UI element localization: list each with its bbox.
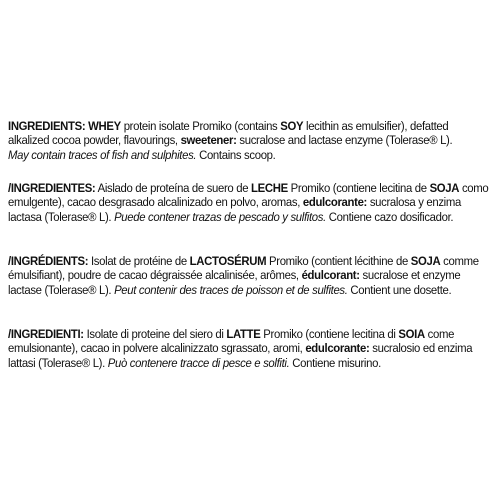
allergen-whey: WHEY	[88, 119, 121, 133]
allergen-soy: SOY	[280, 119, 304, 133]
ingredients-heading-en: INGREDIENTS:	[8, 119, 86, 133]
text-segment: comme émulsifiant), poudre de cacao dégraissée alcalinisée, arômes,	[8, 254, 479, 283]
scoop-note-es: Contiene cazo dosificador.	[325, 209, 454, 224]
allergen-lactoserum: LACTOSÉRUM	[189, 254, 267, 268]
traces-note-fr: Peut contenir des traces de poisson et de sulfites.	[111, 282, 348, 297]
text-segment: Promiko (contient lécithine de	[266, 254, 411, 268]
ingredients-english	[8, 119, 492, 162]
text-segment: sucralosio ed enzima lattasi (Tolerase® L).	[8, 341, 473, 370]
scoop-note-it: Contiene misurino.	[289, 355, 381, 370]
ingredients-heading-it: /INGREDIENTI:	[8, 327, 84, 341]
allergen-soja: SOJA	[429, 181, 460, 195]
ingredients-heading-es: /INGREDIENTES:	[8, 181, 96, 195]
allergen-soja-fr: SOJA	[410, 254, 441, 268]
ingredients-paragraph-fr	[8, 254, 492, 297]
text-segment: sucralose et enzyme lactase (Tolerase® L).	[8, 268, 461, 297]
text-segment: Aislado de proteína de suero de	[95, 181, 252, 195]
sweetener-label-fr: édulcorant:	[301, 268, 360, 283]
text-segment: protein isolate Promiko (contains	[120, 119, 281, 133]
text-segment: sucralose and lactase enzyme (Tolerase® L).	[236, 133, 453, 148]
text-segment: Promiko (contiene lecitina de	[287, 181, 430, 195]
ingredients-italian	[8, 327, 492, 370]
text-segment: Isolate di proteine del siero di	[83, 327, 227, 341]
scoop-note-fr: Contient une dosette.	[347, 282, 452, 297]
text-segment: Isolat de protéine de	[88, 254, 190, 268]
text-segment: Promiko (contiene lecitina di	[260, 327, 399, 341]
allergen-latte: LATTE	[226, 327, 261, 341]
sweetener-label-it: edulcorante:	[305, 341, 370, 356]
sweetener-label-en: sweetener:	[180, 133, 237, 148]
text-segment: lecithin as emulsifier), defatted alkalized cocoa powder, flavourings,	[8, 119, 449, 148]
ingredients-french	[8, 254, 492, 297]
ingredients-paragraph-es	[8, 181, 492, 224]
traces-note-en: May contain traces of fish and sulphites.	[8, 147, 197, 162]
ingredients-heading-fr: /INGRÉDIENTS:	[8, 254, 89, 268]
allergen-leche: LECHE	[251, 181, 288, 195]
sweetener-label-es: edulcorante:	[302, 195, 367, 210]
traces-note-es: Puede contener trazas de pescado y sulfitos.	[111, 209, 326, 224]
text-segment: sucralosa y enzima lactasa (Tolerase® L).	[8, 195, 461, 224]
ingredients-paragraph-it	[8, 327, 492, 370]
ingredients-paragraph-en	[8, 119, 492, 162]
scoop-note-en: Contains scoop.	[196, 147, 276, 162]
text-segment: come emulsionante), cacao in polvere alcalinizzato sgrassato, aromi,	[8, 327, 455, 356]
allergen-soia: SOIA	[398, 327, 425, 341]
ingredients-spanish	[8, 181, 492, 224]
traces-note-it: Può contenere tracce di pesce e solfiti.	[104, 355, 290, 370]
text-segment: como emulgente), cacao desgrasado alcalinizado en polvo, aromas,	[8, 181, 489, 210]
